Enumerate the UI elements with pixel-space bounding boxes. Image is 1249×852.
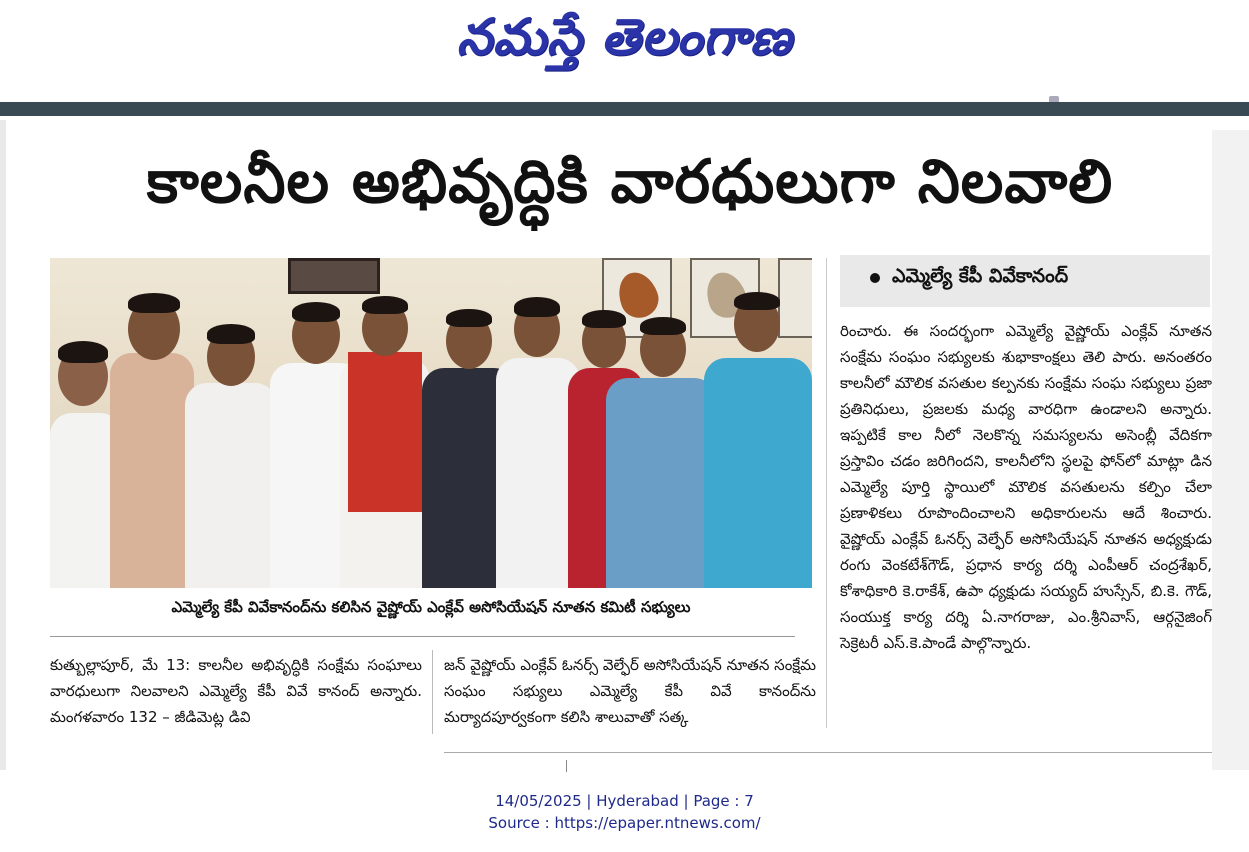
person-3 (185, 316, 277, 588)
tick-mark (566, 760, 567, 772)
footer-date-line: 14/05/2025 | Hyderabad | Page : 7 (495, 792, 754, 810)
article-photo (50, 258, 812, 588)
person-5-honoree (340, 292, 430, 588)
column-divider (432, 650, 433, 734)
right-margin-shade (1212, 130, 1249, 770)
caption-divider (50, 636, 795, 637)
photo-caption: ఎమ్మెల్యే కేపీ వివేకానంద్‌ను కలిసిన వైష్ణోయ్ ఎంక్లేవ్ అసోసియేషన్ నూతన కమిటీ సభ్యులు (171, 598, 691, 616)
person-9 (606, 313, 716, 588)
article-column-1: కుత్బుల్లాపూర్, మే 13: కాలనీల అభివృద్ధికి సంక్షేమ సంఘాలు వారధులుగా నిలవాలని ఎమ్మెల్యే కేపీ వివే కానంద్ అన్నారు. మంగళవారం 132 – జీడిమెట్ల డివి (50, 656, 422, 726)
article-column-3: రించారు. ఈ సందర్భంగా ఎమ్మెల్యే వైష్ణోయ్ ఎంక్లేవ్ నూతన సంక్షేమ సంఘం సభ్యులకు శుభాకాంక్షలు తెలి పారు. అనంతరం కాలనీలో మౌలిక వసతుల కల్పనకు సంక్షేమ సంఘ సభ్యులు ప్రజా ప్రతినిధులు, ప్రజలకు మధ్య వారధిగా ఉండాలని అన్నారు. ఇప్పటికే కాల నీలో నెలకొన్న సమస్యలను అసెంబ్లీ వేదికగా ప్రస్తావిం చడం జరిగిందని, కాలనీలోని స్థలపై ఫోన్‌లో మాట్లా డిన ఎమ్మెల్యే పూర్తి స్థాయిలో మౌలిక వసతులను కల్పిం చేలా ప్రణాళికలు రూపొందించాలని అధికారులను ఆదే శించారు. వైష్ణోయ్ ఎంక్లేవ్ ఓనర్స్ వెల్ఫేర్ అసోసియేషన్ నూతన అధ్యక్షుడు రంగు వెంకటేశ్‌గౌడ్, ప్రధాన కార్య దర్శి ఎంపీఆర్ చంద్రశేఖర్, కోశాధికారి కె.రాకేశ్, ఉపా ధ్యక్షుడు సయ్యద్ హుస్సేన్, బి.కె. గౌడ్, సంయుక్త కార్య దర్శి ఏ.నాగరాజు, ఎం.శ్రీనివాస్, ఆర్గనైజింగ్ సెక్రెటరీ ఎస్.కె.పాండే పాల్గొన్నారు. (840, 322, 1212, 652)
person-10 (704, 288, 812, 588)
page-footer (0, 790, 1249, 834)
person-2 (110, 278, 194, 588)
left-margin-shade (0, 120, 6, 770)
article-column-2: జన్ వైష్ణోయ్ ఎంక్లేవ్ ఓనర్స్ వెల్ఫేర్ అసోసియేషన్ నూతన సంక్షేమ సంఘం సభ్యులు ఎమ్మెల్యే కేపీ వివే కానంద్‌ను మర్యాదపూర్వకంగా కలిసి శాలువాతో సత్క (444, 656, 816, 726)
footer-source-link[interactable]: Source : https://epaper.ntnews.com/ (488, 814, 761, 832)
sidebar-divider (826, 258, 827, 728)
wall-portrait-frame (288, 258, 380, 294)
newspaper-logo: నమస్తే తెలంగాణ (456, 8, 793, 66)
masthead (0, 0, 1249, 100)
bullet-icon (870, 273, 880, 283)
masthead-bar (0, 102, 1249, 116)
article-byline: ఎమ్మెల్యే కేపీ వివేకానంద్ (892, 265, 1069, 287)
bottom-divider (444, 752, 1212, 753)
article-headline: కాలనీల అభివృద్ధికి వారధులుగా నిలవాలి (146, 147, 1114, 217)
